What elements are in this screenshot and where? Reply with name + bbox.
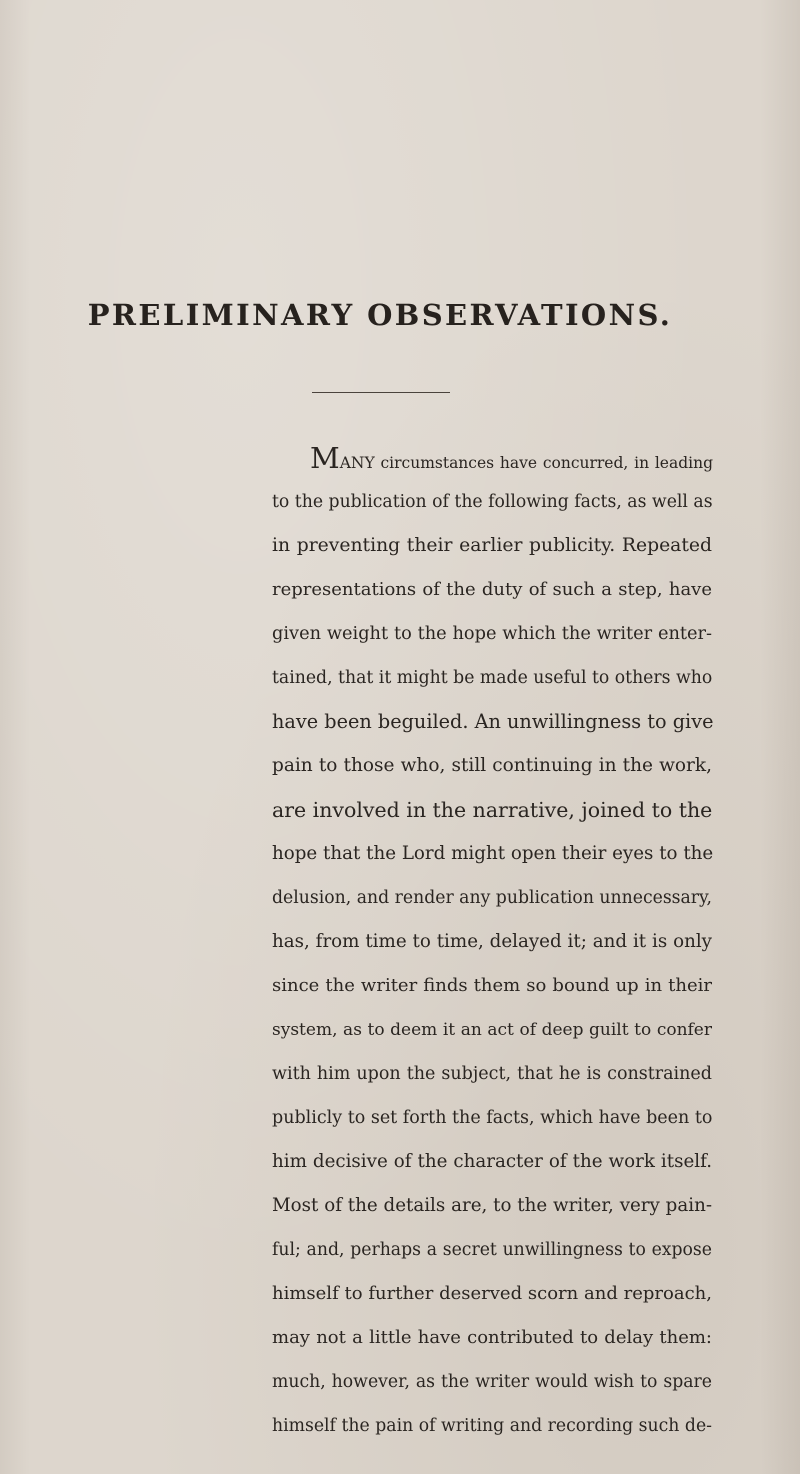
text-line: him decisive of the character of the work itself. [272,1151,712,1172]
text-line: have been beguiled. An unwillingness to give [272,710,714,733]
text-line: pain to those who, still continuing in the work, [272,755,712,776]
text-line: much, however, as the writer would wish to spare [272,1372,712,1392]
text-line: in preventing their earlier publicity. Repeated [272,535,712,556]
text-line: with him upon the subject, that he is constrained [272,1064,712,1084]
text-line: may not a little have contributed to delay them: [272,1327,712,1348]
text-line: MANY circumstances have concurred, in leading [310,441,713,475]
text-line: publicly to set forth the facts, which have been to [272,1108,713,1128]
text-line: delusion, and render any publication unnecessary, [272,888,712,908]
text-line: to the publication of the following facts, as well as [272,492,713,512]
text-line: given weight to the hope which the writer enter- [272,624,712,644]
text-line: has, from time to time, delayed it; and it is only [272,931,712,952]
text-line: representations of the duty of such a step, have [272,579,712,600]
text-line: system, as to deem it an act of deep guilt to confer [272,1020,712,1040]
text-line: are involved in the narrative, joined to the [272,798,713,822]
text-line: since the writer finds them so bound up in their [272,975,712,996]
text-line: Most of the details are, to the writer, very pain- [272,1195,712,1216]
page-title: PRELIMINARY OBSERVATIONS. [87,298,673,332]
text-line: tained, that it might be made useful to others who [272,668,713,688]
text-line: ful; and, perhaps a secret unwillingness to expose [272,1240,712,1260]
text-line: himself the pain of writing and recording such de- [272,1416,712,1436]
text-line: himself to further deserved scorn and reproach, [272,1283,712,1304]
text-line: hope that the Lord might open their eyes to the [272,843,714,864]
